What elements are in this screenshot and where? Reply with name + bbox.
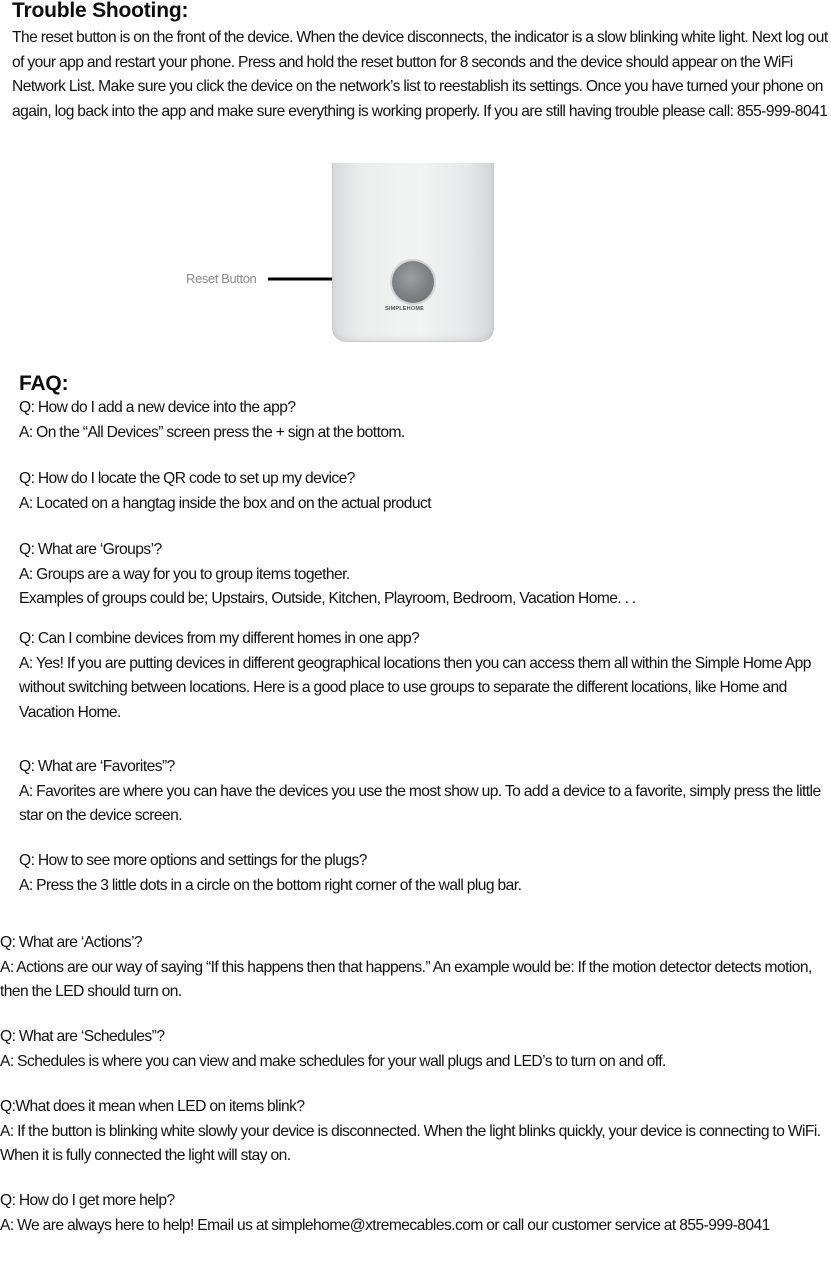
faq-item <box>19 538 827 612</box>
faq-question: Q: Can I combine devices from my different homes in one app? <box>19 630 420 647</box>
reset-button-label: Reset Button <box>186 271 257 286</box>
faq-item <box>19 627 827 725</box>
device-image <box>332 163 494 342</box>
faq-item <box>0 931 830 1005</box>
faq-answer: A: Groups are a way for you to group items together. <box>19 565 350 583</box>
faq-question: Q: How do I add a new device into the app? <box>19 399 296 416</box>
faq-answer: A: If the button is blinking white slowly your device is disconnected. When the light blinks quickly, your device is connecting to WiFi. When it is fully connected the light will stay on. <box>0 1122 821 1165</box>
faq-item <box>19 755 827 829</box>
faq-question: Q: What are ‘Schedules”? <box>0 1028 165 1045</box>
faq-question: Q: How do I locate the QR code to set up my device? <box>19 470 355 487</box>
faq-answer: A: Favorites are where you can have the devices you use the most show up. To add a device to a favorite, simply press the little star on the device screen. <box>19 782 821 825</box>
device-figure <box>180 163 500 345</box>
device-reset-button <box>392 261 434 303</box>
faq-item <box>0 1025 830 1074</box>
faq-item <box>0 1095 830 1169</box>
faq-title: FAQ: <box>19 372 69 395</box>
faq-question: Q: What are ‘Favorites”? <box>19 758 175 775</box>
faq-question: Q: How do I get more help? <box>0 1192 175 1209</box>
faq-answer: A: Press the 3 little dots in a circle on the bottom right corner of the wall plug bar. <box>19 876 522 894</box>
faq-item <box>19 396 827 445</box>
faq-item <box>19 849 827 898</box>
faq-item <box>0 1189 830 1238</box>
faq-item <box>19 467 827 516</box>
faq-question: Q: What are ‘Groups’? <box>19 541 162 558</box>
faq-answer: A: On the “All Devices” screen press the + sign at the bottom. <box>19 423 405 441</box>
faq-question: Q: What are ‘Actions’? <box>0 934 143 951</box>
faq-answer: A: Yes! If you are putting devices in different geographical locations then you can access them all within the Simple Home App without switching between locations. Here is a good place to use groups to separate the different locations, like Home and Vacation Home. <box>19 654 811 721</box>
faq-answer: A: We are always here to help! Email us at simplehome@xtremecables.com or call our customer service at 855-999-8041 <box>0 1216 770 1234</box>
faq-question: Q: How to see more options and settings for the plugs? <box>19 852 367 869</box>
troubleshooting-body: The reset button is on the front of the device. When the device disconnects, the indicator is a slow blinking white light. Next log out of your app and restart your phone. Press and hold the reset button for 8 seconds and the device should appear on the WiFi Network List. Make sure you click the device on the network’s list to reestablish its settings. Once you have turned your phone on again, log back into the app and make sure everything is working properly. If you are still having trouble please call: 855-999-8041 <box>12 29 828 120</box>
faq-answer: A: Actions are our way of saying “If this happens then that happens.” An example would be: If the motion detector detects motion, then the LED should turn on. <box>0 958 812 1001</box>
faq-answer-examples: Examples of groups could be; Upstairs, Outside, Kitchen, Playroom, Bedroom, Vacation Home. . . <box>19 590 636 608</box>
faq-answer: A: Schedules is where you can view and make schedules for your wall plugs and LED’s to turn on and off. <box>0 1052 666 1070</box>
brand-logo: SIMPLEHOME <box>385 306 424 312</box>
faq-question: Q:What does it mean when LED on items blink? <box>0 1098 305 1115</box>
faq-answer: A: Located on a hangtag inside the box and on the actual product <box>19 494 432 512</box>
troubleshooting-title: Trouble Shooting: <box>12 0 189 22</box>
